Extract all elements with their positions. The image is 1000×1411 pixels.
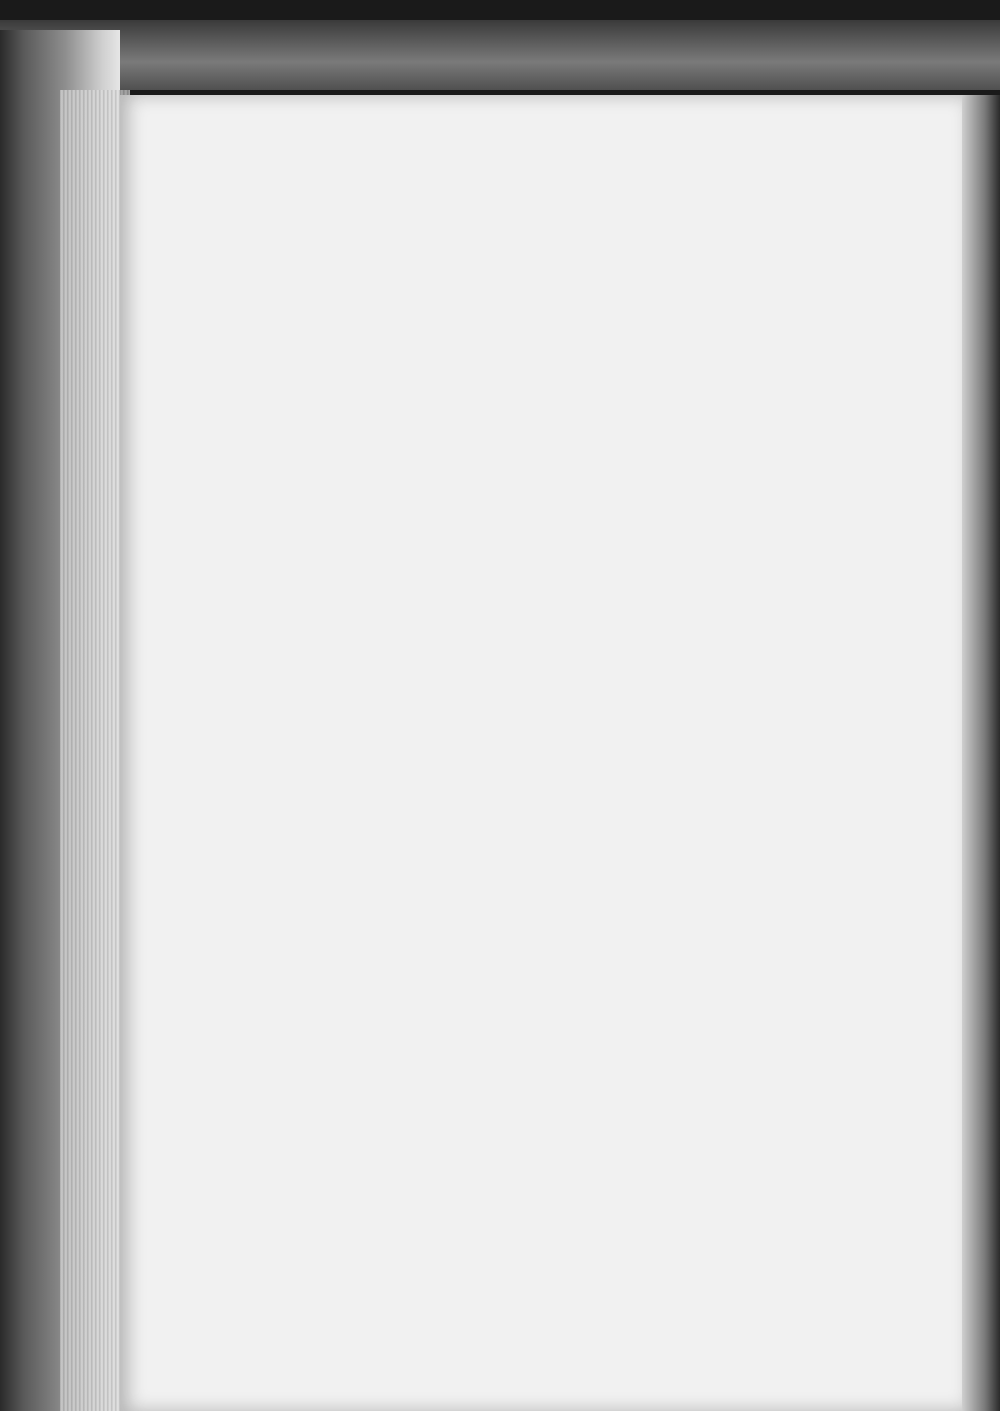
book-page — [120, 95, 962, 1411]
gutter-shadow — [962, 95, 1000, 1411]
book-cover-top — [0, 20, 1000, 90]
